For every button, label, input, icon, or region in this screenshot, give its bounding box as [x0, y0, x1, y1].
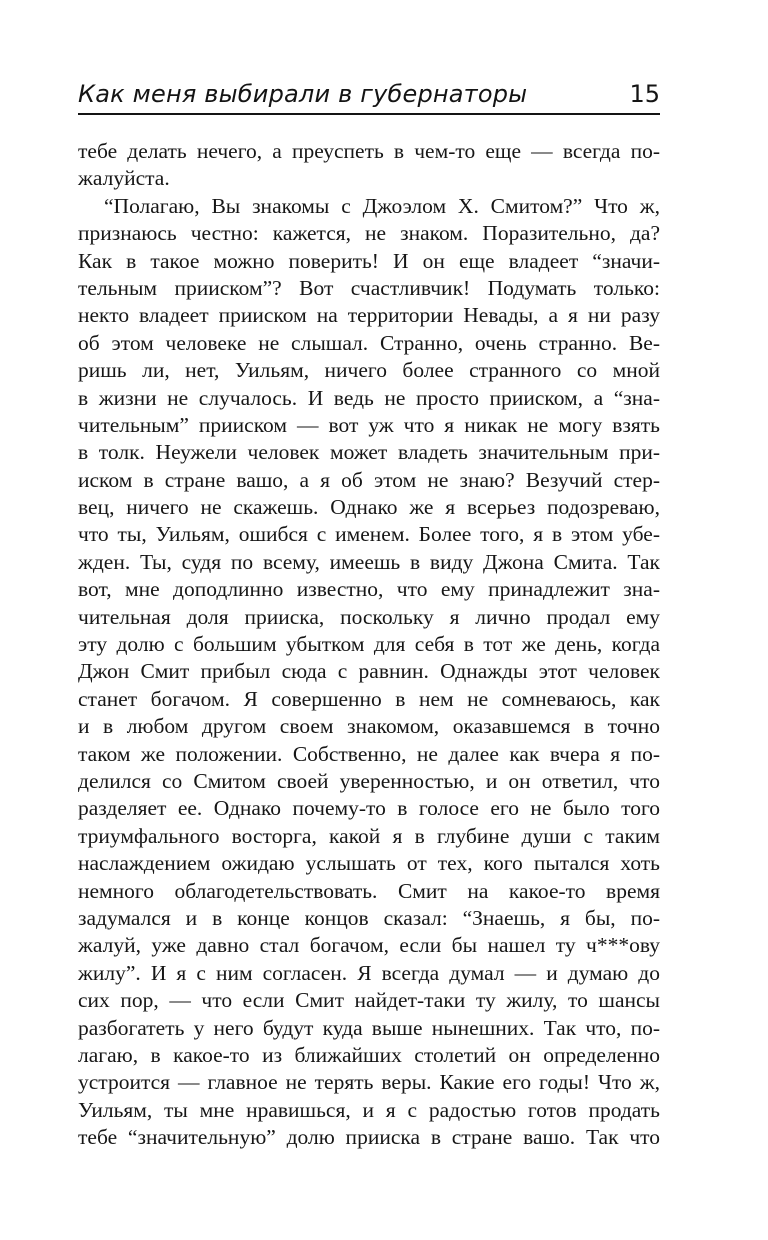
- running-title: Как меня выбирали в губернаторы: [78, 80, 528, 108]
- text-line: вец, ничего не скажешь. Однако же я всерьез подозреваю,: [78, 495, 660, 520]
- text-line: признаюсь честно: кажется, не знаком. Поразительно, да?: [78, 221, 660, 246]
- text-line: жалуйста.: [78, 166, 170, 191]
- text-line: чительная доля прииска, поскольку я лично продал ему: [78, 604, 660, 629]
- text-line: тебе “значительную” долю прииска в стране вашо. Так что: [78, 1125, 660, 1150]
- text-line: лагаю, в какое-то из ближайших столетий он определенно: [78, 1042, 660, 1067]
- text-line: разбогатеть у него будут куда выше нынешних. Так что, по-: [78, 1015, 660, 1040]
- text-line: немного облагодетельствовать. Смит на какое-то время: [78, 878, 660, 903]
- text-line: Джон Смит прибыл сюда с равнин. Однажды этот человек: [78, 659, 660, 684]
- text-line: делился со Смитом своей уверенностью, и он ответил, что: [78, 768, 660, 793]
- text-line: Уильям, ты мне нравишься, и я с радостью готов продать: [78, 1097, 660, 1122]
- text-line: разделяет ее. Однако почему-то в голосе его не было того: [78, 796, 660, 821]
- text-line: ришь ли, нет, Уильям, ничего более странного со мной: [78, 358, 660, 383]
- text-line: некто владеет прииском на территории Невады, а я ни разу: [78, 303, 660, 328]
- text-line: иском в стране вашо, а я об этом не знаю? Везучий стер-: [78, 467, 660, 492]
- text-line: жден. Ты, судя по всему, имеешь в виду Джона Смита. Так: [78, 549, 660, 574]
- text-line: наслаждением ожидаю услышать от тех, кого пытался хоть: [78, 851, 660, 876]
- text-line: таком же положении. Собственно, не далее как вчера я по-: [78, 741, 660, 766]
- text-line: устроится — главное не терять веры. Какие его годы! Что ж,: [78, 1070, 660, 1095]
- text-line: задумался и в конце концов сказал: “Знаешь, я бы, по-: [78, 905, 660, 930]
- text-line: сих пор, — что если Смит найдет-таки ту жилу, то шансы: [78, 988, 660, 1013]
- text-line: Как в такое можно поверить! И он еще владеет “значи-: [78, 248, 660, 273]
- text-line: тельным прииском”? Вот счастливчик! Подумать только:: [78, 275, 660, 300]
- page-number: 15: [629, 80, 660, 108]
- text-line: жилу”. И я с ним согласен. Я всегда думал — и думаю до: [78, 960, 660, 985]
- text-line: станет богачом. Я совершенно в нем не сомневаюсь, как: [78, 686, 660, 711]
- text-line: в толк. Неужели человек может владеть значительным при-: [78, 440, 660, 465]
- body-text: [78, 138, 660, 1151]
- text-line: что ты, Уильям, ошибся с именем. Более того, я в этом убе-: [78, 522, 660, 547]
- text-line: в жизни не случалось. И ведь не просто прииском, а “зна-: [78, 385, 660, 410]
- text-line: и в любом другом своем знакомом, оказавшемся в точно: [78, 714, 660, 739]
- text-line: “Полагаю, Вы знакомы с Джоэлом Х. Смитом?” Что ж,: [104, 193, 660, 218]
- text-line: тебе делать нечего, а преуспеть в чем-то еще — всегда по-: [78, 139, 660, 163]
- text-line: об этом человеке не слышал. Странно, очень странно. Ве-: [78, 330, 660, 355]
- text-line: жалуй, уже давно стал богачом, если бы нашел ту ч***ову: [78, 933, 660, 958]
- text-line: чительным” прииском — вот уж что я никак не могу взять: [78, 412, 660, 437]
- text-line: триумфального восторга, какой я в глубине души с таким: [78, 823, 660, 848]
- text-line: эту долю с большим убытком для себя в тот же день, когда: [78, 632, 660, 657]
- text-line: вот, мне доподлинно известно, что ему принадлежит зна-: [78, 577, 660, 602]
- running-header: [78, 80, 660, 115]
